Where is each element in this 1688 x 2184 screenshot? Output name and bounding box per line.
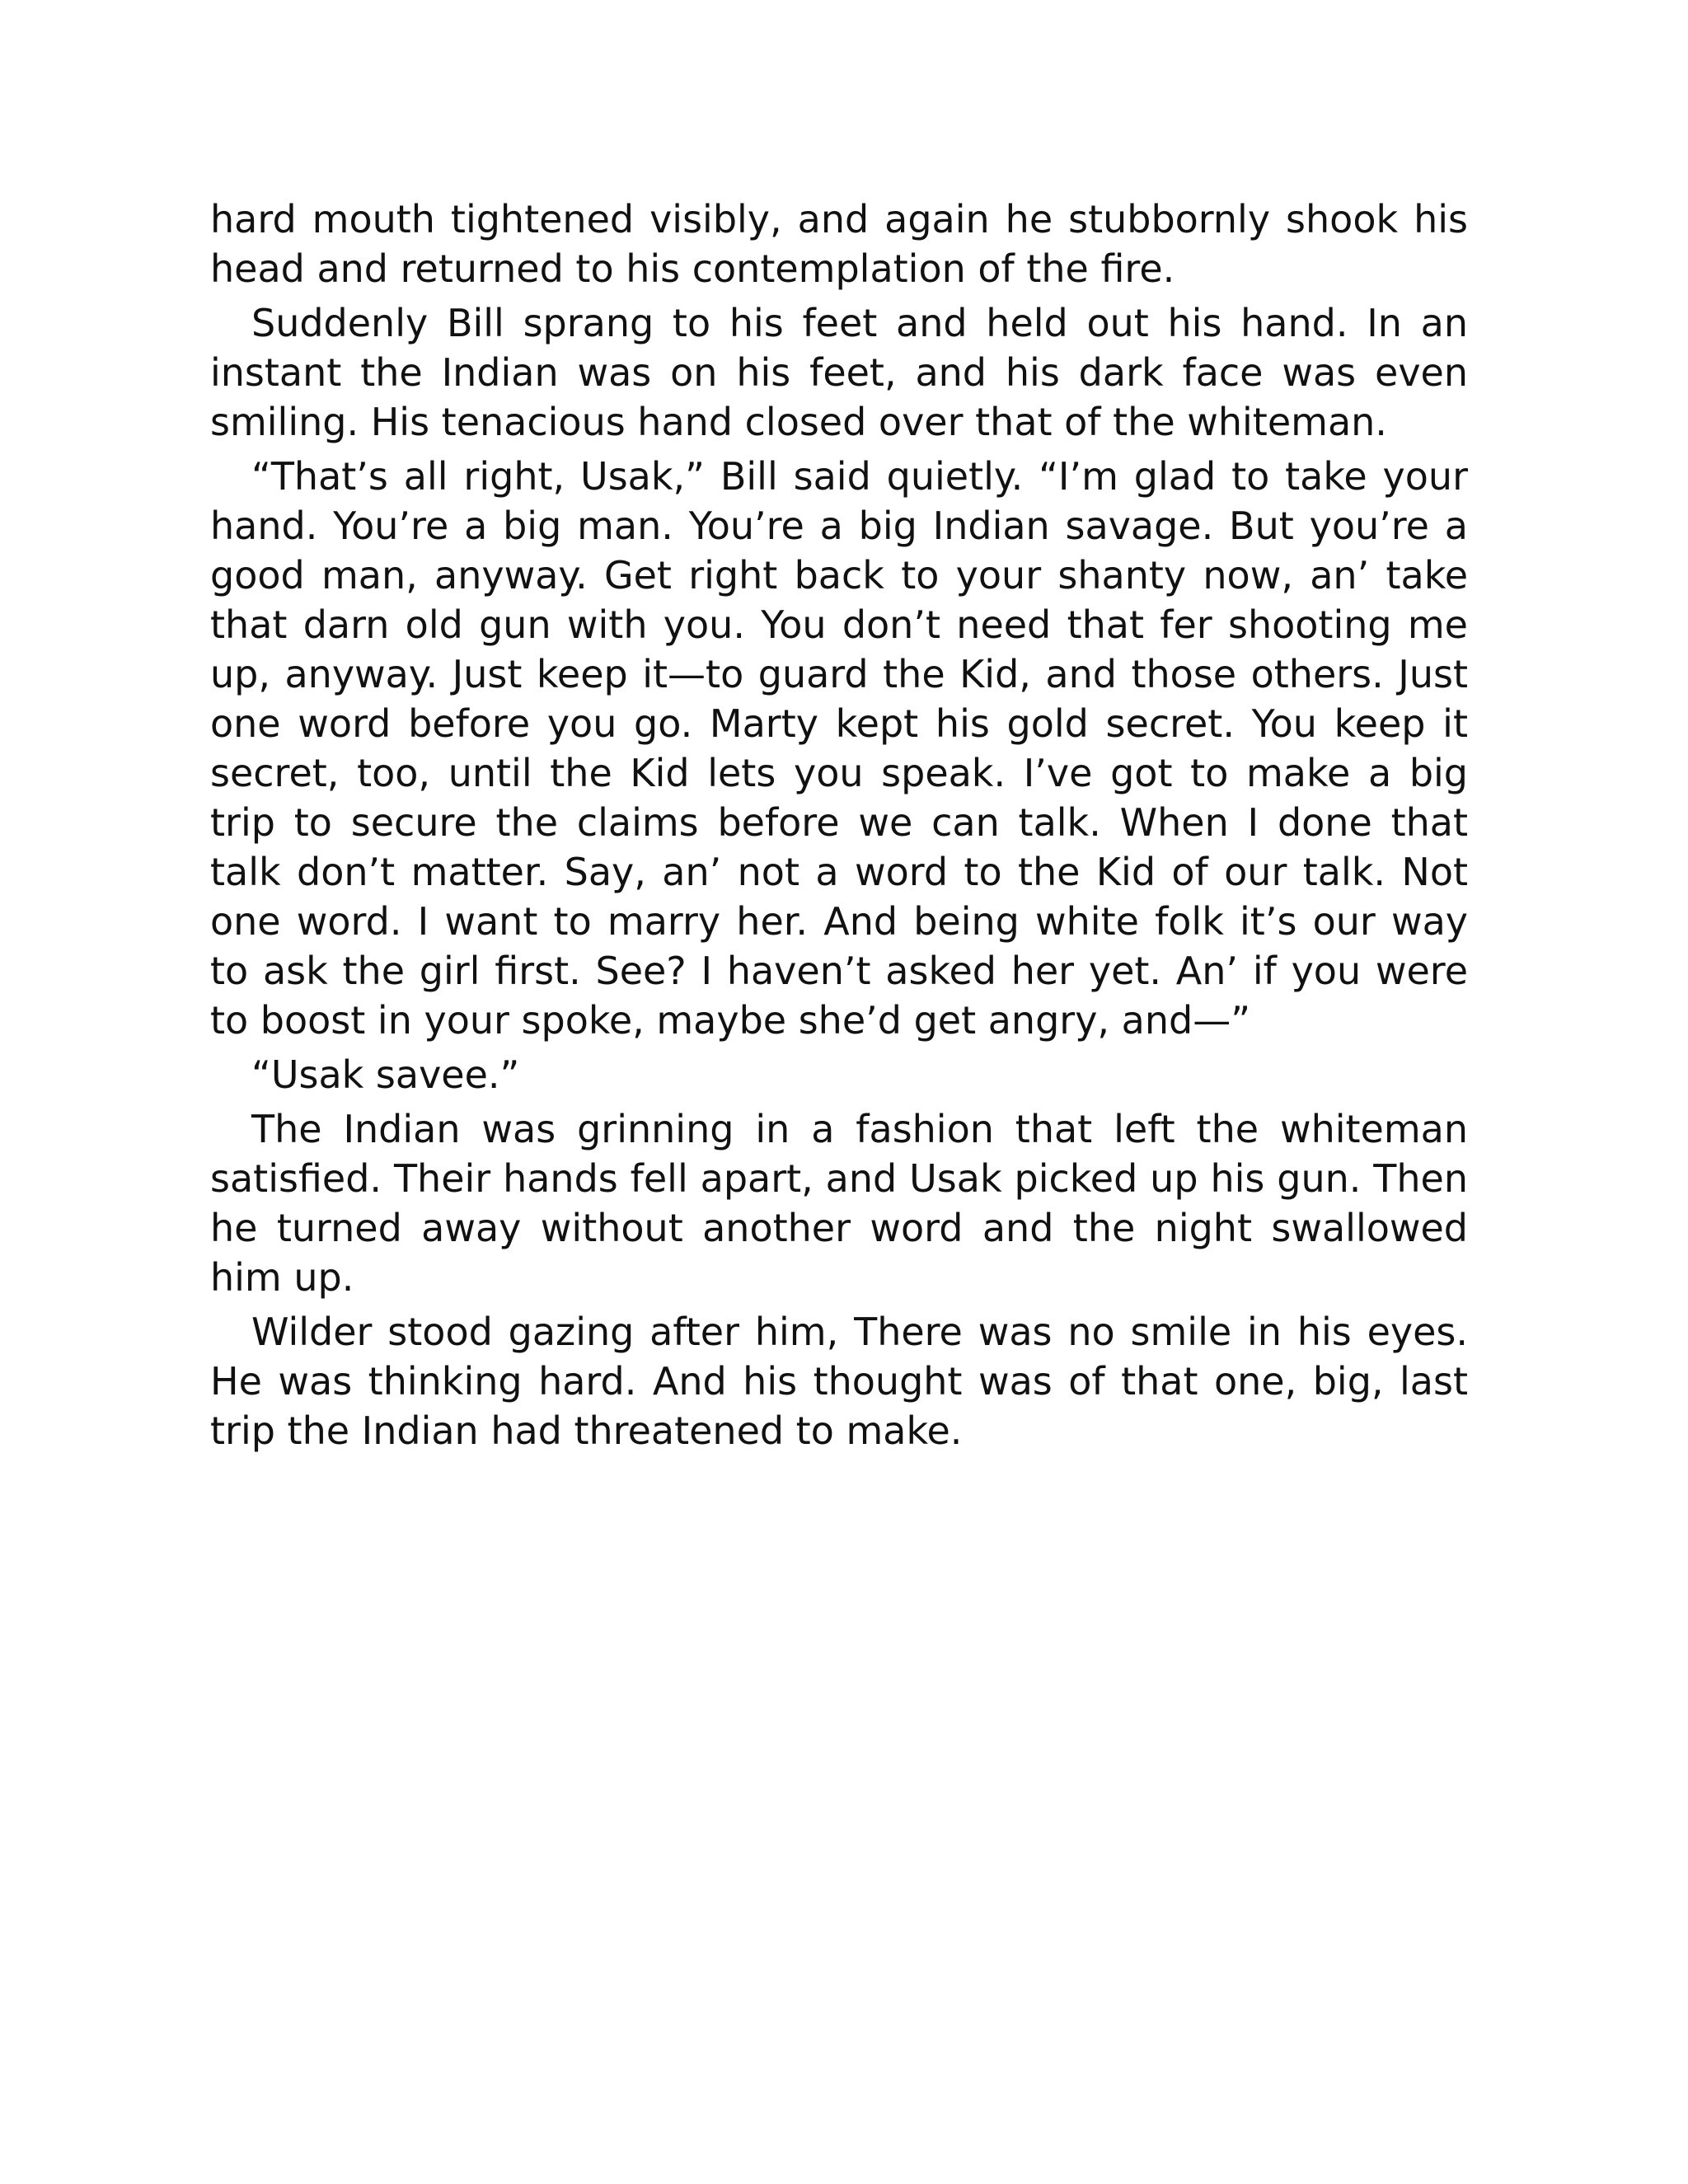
- paragraph-2: Suddenly Bill sprang to his feet and held out his hand. In an instant the Indian was on his feet, and his dark face was even smiling. His tenacious hand closed over that of the whiteman.: [210, 301, 1468, 444]
- paragraph-4: “Usak savee.”: [251, 1052, 520, 1097]
- body-text: [210, 194, 1468, 1460]
- paragraph-5: The Indian was grinning in a fashion that left the whiteman satisfied. Their hands fell apart, and Usak picked up his gun. Then he turned away without another word and the night swallowed him up.: [210, 1107, 1468, 1300]
- paragraph-6: Wilder stood gazing after him, There was no smile in his eyes. He was thinking hard. And his thought was of that one, big, last trip the Indian had threatened to make.: [210, 1310, 1468, 1453]
- paragraph-1: hard mouth tightened visibly, and again he stubbornly shook his head and returned to his contemplation of the fire.: [210, 197, 1468, 291]
- paragraph-3: “That’s all right, Usak,” Bill said quietly. “I’m glad to take your hand. You’re a big man. You’re a big Indian savage. But you’re a good man, anyway. Get right back to your shanty now, an’ take that darn old gun with you. You don’t need that fer shooting me up, anyway. Just keep it—to guard the Kid, and those others. Just one word before you go. Marty kept his gold secret. You keep it secret, too, until the Kid lets you speak. I’ve got to make a big trip to secure the claims before we can talk. When I done that talk don’t matter. Say, an’ not a word to the Kid of our talk. Not one word. I want to marry her. And being white folk it’s our way to ask the girl first. See? I haven’t asked her yet. An’ if you were to boost in your spoke, maybe she’d get angry, and—”: [210, 454, 1468, 1043]
